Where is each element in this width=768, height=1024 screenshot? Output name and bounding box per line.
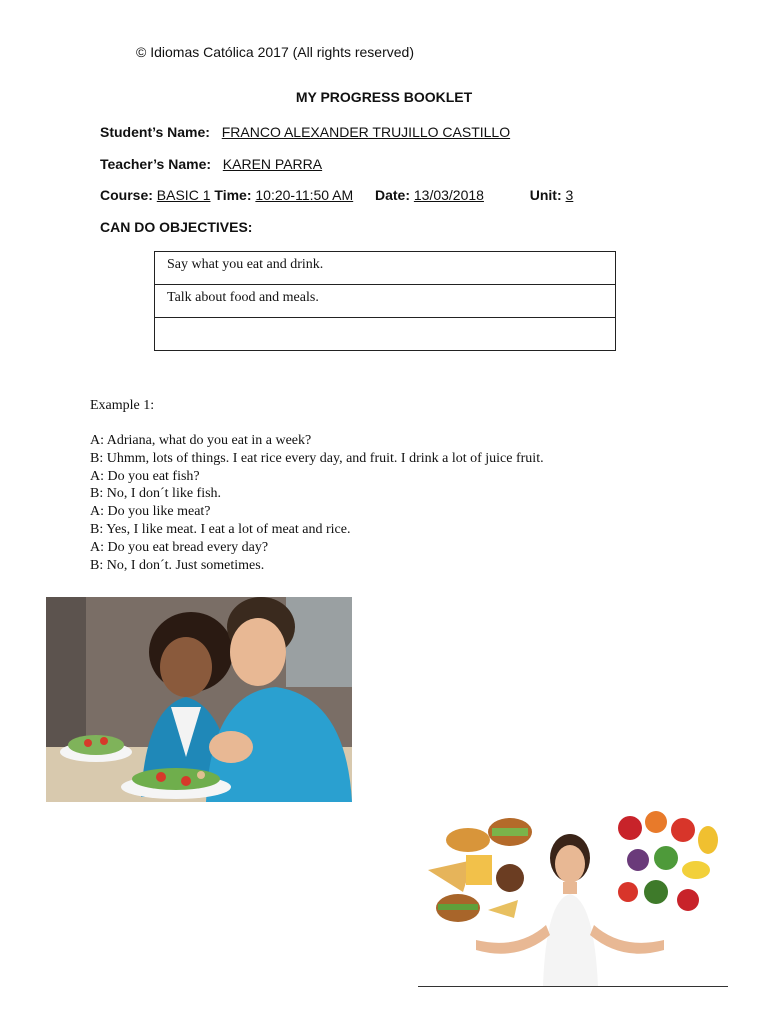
teacher-name-label: Teacher’s Name:: [100, 156, 212, 172]
dialog-line: B: Uhmm, lots of things. I eat rice every day, and fruit. I drink a lot of juice fruit.: [90, 450, 544, 466]
bottom-rule: [418, 986, 728, 987]
dialog-line: A: Do you eat bread every day?: [90, 539, 269, 555]
table-row: [155, 318, 616, 351]
dialog-line: A: Adriana, what do you eat in a week?: [90, 433, 312, 448]
dialog-line: A: Do you eat fish?: [90, 468, 200, 484]
copyright-notice: © Idiomas Católica 2017 (All rights reserved): [136, 44, 414, 60]
unit-value: 3: [565, 187, 574, 203]
dialog-block: [90, 432, 544, 574]
woman-choosing-food-photo: [418, 800, 728, 986]
dialog-line: A: Do you like meat?: [90, 504, 211, 520]
dialog-line: B: Yes, I like meat. I eat a lot of meat and rice.: [90, 521, 351, 537]
objectives-table: [154, 251, 616, 351]
couple-eating-salad-photo: [46, 597, 352, 802]
example-heading: Example 1:: [90, 398, 155, 413]
table-row: [155, 285, 616, 318]
objectives-heading: CAN DO OBJECTIVES:: [100, 219, 253, 235]
dialog-line: B: No, I don´t. Just sometimes.: [90, 557, 265, 573]
page-title: MY PROGRESS BOOKLET: [295, 89, 473, 105]
dialog-line: B: No, I don´t like fish.: [90, 486, 222, 502]
objective-cell: Talk about food and meals.: [155, 285, 616, 318]
objective-cell: [155, 318, 616, 351]
date-label: Date:: [374, 187, 410, 203]
student-name-value: FRANCO ALEXANDER TRUJILLO CASTILLO: [221, 124, 511, 140]
couple-photo-illustration: [46, 597, 352, 802]
course-value: BASIC 1: [156, 187, 211, 203]
teacher-name-row: [100, 156, 322, 172]
time-value: 10:20-11:50 AM: [255, 187, 354, 203]
student-name-label: Student’s Name:: [100, 124, 210, 140]
objective-cell: Say what you eat and drink.: [155, 252, 616, 285]
date-value: 13/03/2018: [413, 187, 484, 203]
teacher-name-value: KAREN PARRA: [222, 156, 323, 172]
course-label: Course:: [100, 187, 153, 203]
table-row: [155, 252, 616, 285]
course-row: [100, 187, 573, 203]
student-name-row: [100, 124, 510, 140]
unit-label: Unit:: [529, 187, 562, 203]
choice-photo-illustration: [418, 800, 728, 986]
time-label: Time:: [214, 187, 252, 203]
